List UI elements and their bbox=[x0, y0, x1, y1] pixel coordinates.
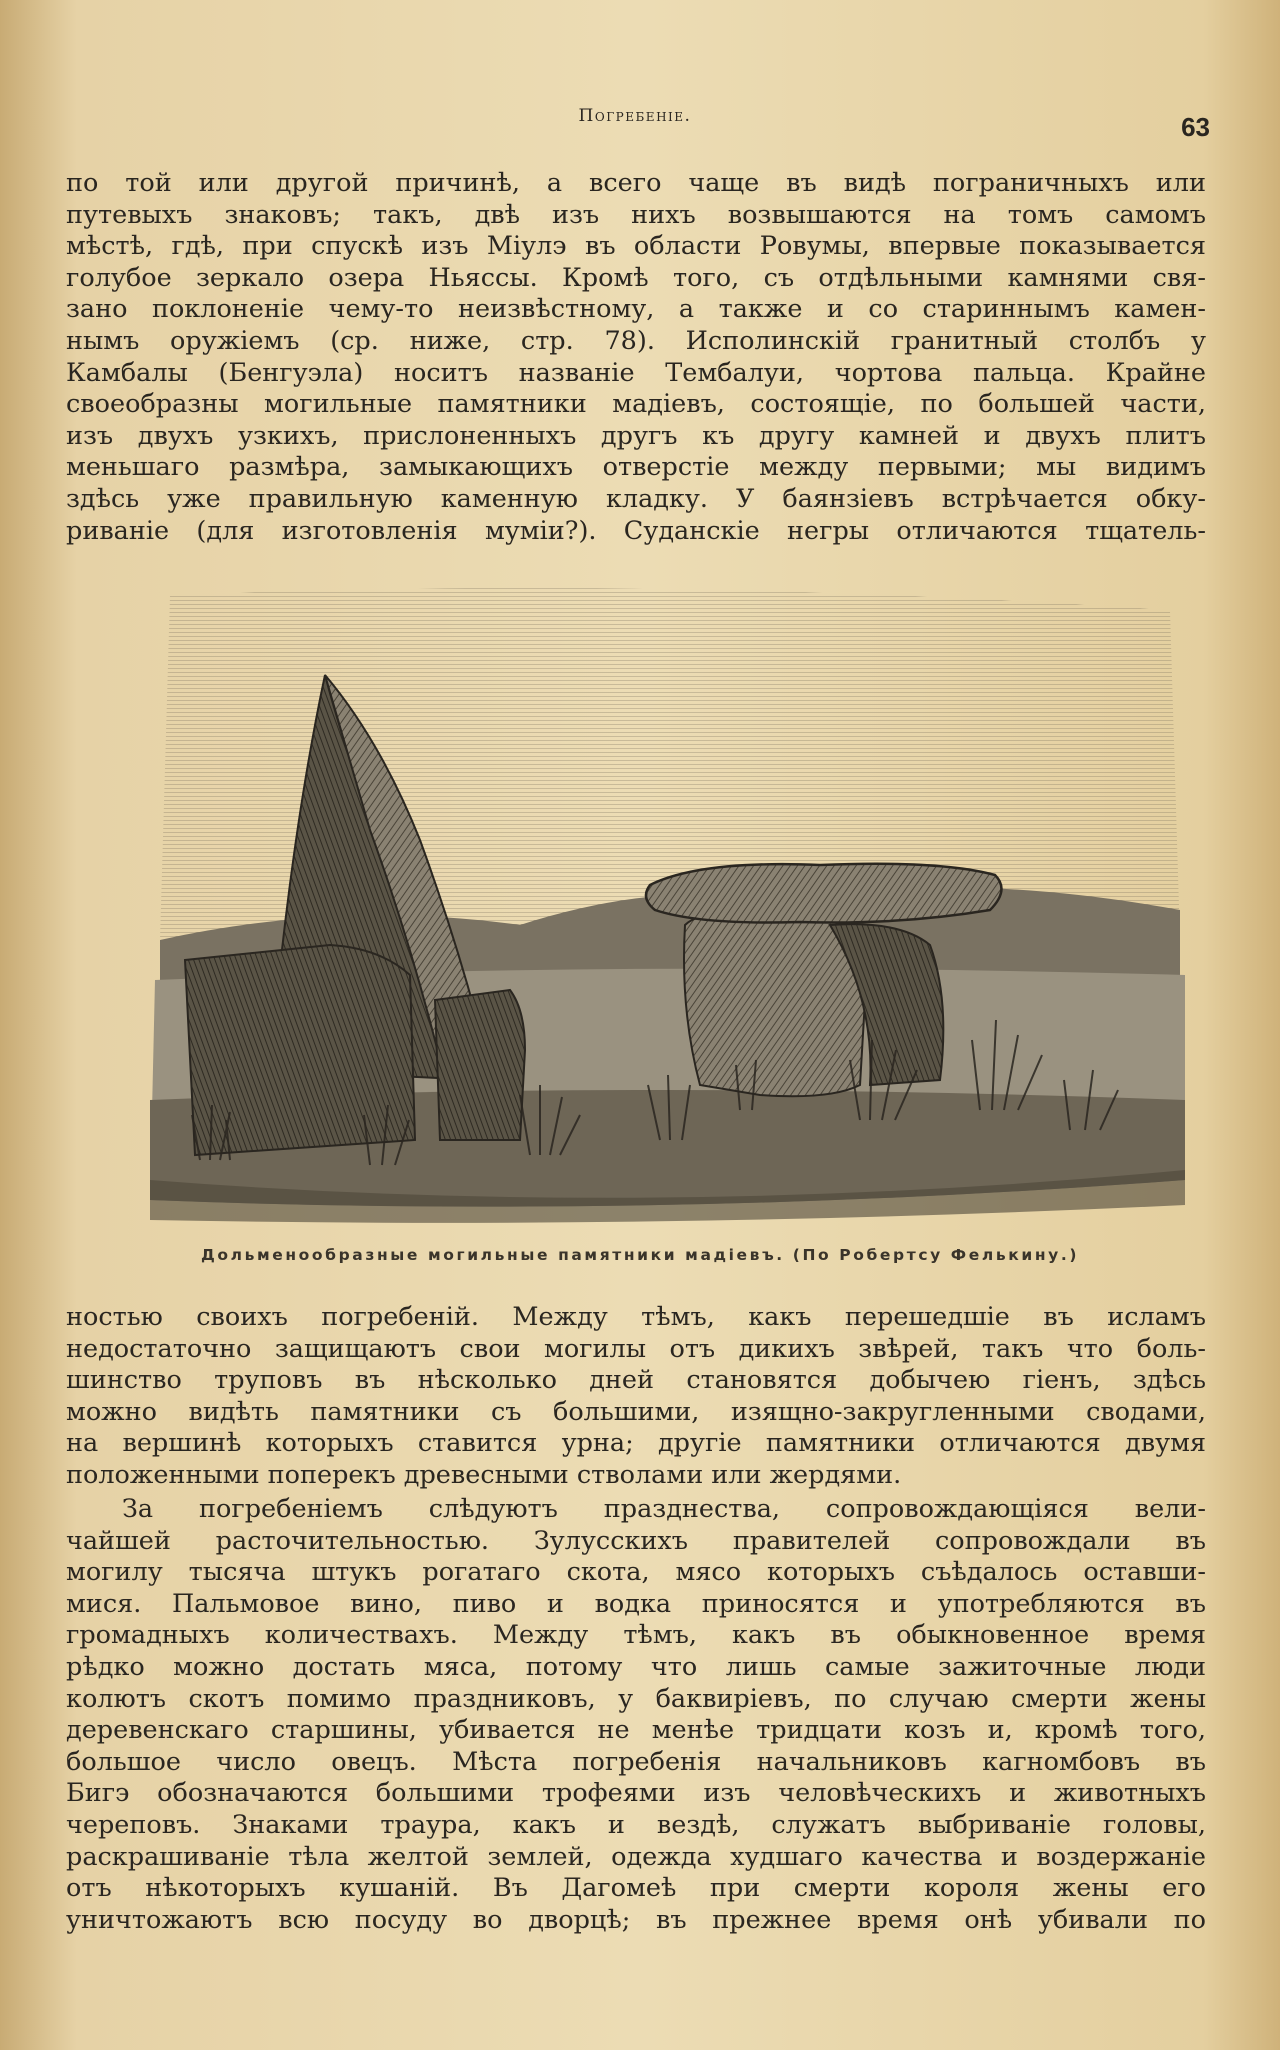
text-line: отъ нѣкоторыхъ кушаній. Въ Дагомеѣ при смерти короля жены его bbox=[66, 1873, 1206, 1904]
text-line: раскрашиваніе тѣла желтой землей, одежда худшаго качества и воздержаніе bbox=[66, 1841, 1206, 1872]
running-title: Погребеніе. bbox=[578, 106, 692, 126]
text-line: своеобразны могильные памятники мадіевъ, состоящіе, по большей части, bbox=[66, 389, 1206, 420]
paragraph-1 bbox=[66, 168, 1206, 547]
text-line: громадныхъ количествахъ. Между тѣмъ, какъ въ обыкновенное время bbox=[66, 1620, 1206, 1651]
text-line: по той или другой причинѣ, а всего чаще въ видѣ пограничныхъ или bbox=[66, 168, 1206, 198]
text-line: большое число овецъ. Мѣста погребенія начальниковъ кагномбовъ въ bbox=[66, 1746, 1206, 1777]
page-header bbox=[60, 100, 1210, 140]
paragraph-3 bbox=[66, 1494, 1206, 1936]
text-line: чайшей расточительностью. Зулусскихъ правителей сопровождали въ bbox=[66, 1525, 1206, 1556]
text-line: колютъ скотъ помимо праздниковъ, у баквиріевъ, по случаю смерти жены bbox=[66, 1683, 1206, 1714]
text-line: мѣстѣ, гдѣ, при спускѣ изъ Міулэ въ области Ровумы, впервые показывается bbox=[66, 231, 1206, 262]
text-line: голубое зеркало озера Ньяссы. Кромѣ того, съ отдѣльными камнями свя- bbox=[66, 262, 1206, 293]
text-line: меньшаго размѣра, замыкающихъ отверстіе между первыми; мы видимъ bbox=[66, 452, 1206, 483]
text-line: шинство труповъ въ нѣсколько дней становятся добычею гіенъ, здѣсь bbox=[66, 1365, 1206, 1396]
text-line: Бигэ обозначаются большими трофеями изъ человѣческихъ и животныхъ bbox=[66, 1778, 1206, 1809]
page-number: 63 bbox=[1181, 112, 1210, 142]
text-line: мися. Пальмовое вино, пиво и водка приносятся и употребляются въ bbox=[66, 1588, 1206, 1619]
text-line: рѣдко можно достать мяса, потому что лишь самые зажиточные люди bbox=[66, 1651, 1206, 1682]
text-line: уничтожаютъ всю посуду во дворцѣ; въ прежнее время онѣ убивали по bbox=[66, 1904, 1206, 1935]
dolmen-illustration bbox=[140, 580, 1190, 1240]
text-line: зано поклоненіе чему-то неизвѣстному, а также и со стариннымъ камен- bbox=[66, 294, 1206, 325]
text-line: можно видѣть памятники съ большими, изящно-закругленными сводами, bbox=[66, 1396, 1206, 1427]
text-line: Камбалы (Бенгуэла) носитъ названіе Тембалуи, чортова пальца. Крайне bbox=[66, 357, 1206, 388]
engraving-image bbox=[140, 580, 1190, 1240]
text-line: риваніе (для изготовленія муміи?). Суданскіе негры отличаются тщатель- bbox=[66, 515, 1206, 546]
text-line: могилу тысяча штукъ рогатаго скота, мясо которыхъ съѣдалось оставши- bbox=[66, 1557, 1206, 1588]
text-line: на вершинѣ которыхъ ставится урна; другіе памятники отличаются двумя bbox=[66, 1428, 1206, 1459]
text-line: недостаточно защищаютъ свои могилы отъ дикихъ звѣрей, такъ что боль- bbox=[66, 1333, 1206, 1364]
text-line: череповъ. Знаками траура, какъ и вездѣ, служатъ выбриваніе головы, bbox=[66, 1809, 1206, 1840]
text-line: деревенскаго старшины, убивается не менѣе тридцати козъ и, кромѣ того, bbox=[66, 1715, 1206, 1746]
text-line: здѣсь уже правильную каменную кладку. У баянзіевъ встрѣчается обку- bbox=[66, 483, 1206, 514]
text-line: За погребеніемъ слѣдуютъ празднества, сопровождающіяся вели- bbox=[122, 1494, 1206, 1524]
text-line: положенными поперекъ древесными стволами или жердями. bbox=[66, 1459, 902, 1490]
text-line: изъ двухъ узкихъ, прислоненныхъ другъ къ другу камней и двухъ плитъ bbox=[66, 420, 1206, 451]
text-line: нымъ оружіемъ (ср. ниже, стр. 78). Исполинскій гранитный столбъ у bbox=[66, 325, 1206, 356]
paragraph-2 bbox=[66, 1302, 1206, 1492]
figure-caption: Дольменообразные могильные памятники мадіевъ. (По Робертсу Фелькину.) bbox=[200, 1246, 1080, 1264]
text-line: путевыхъ знаковъ; такъ, двѣ изъ нихъ возвышаются на томъ самомъ bbox=[66, 199, 1206, 230]
text-line: ностью своихъ погребеній. Между тѣмъ, какъ перешедшіе въ исламъ bbox=[66, 1302, 1206, 1332]
